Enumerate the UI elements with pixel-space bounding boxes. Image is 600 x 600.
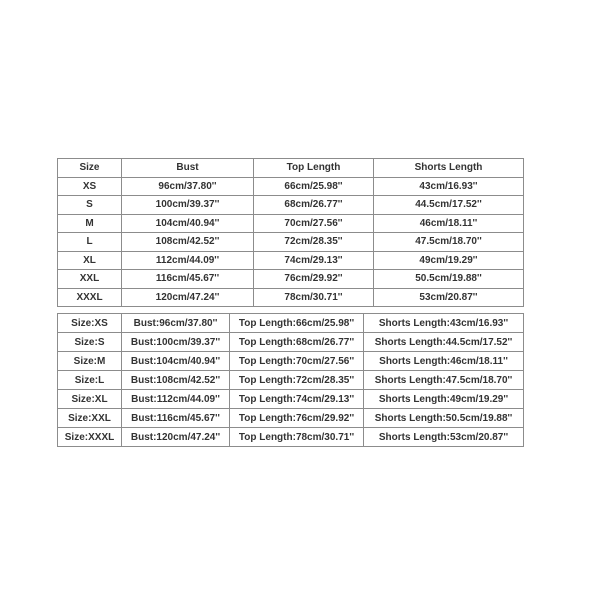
table-cell: 72cm/28.35'' — [254, 233, 374, 252]
table-cell: 116cm/45.67'' — [122, 270, 254, 289]
table-cell: Size:M — [58, 352, 122, 371]
table-cell: Size:XXXL — [58, 428, 122, 447]
table-cell: 68cm/26.77'' — [254, 196, 374, 215]
table-row — [58, 409, 524, 428]
table-cell: 112cm/44.09'' — [122, 251, 254, 270]
size-measurement-table — [57, 158, 524, 307]
table-row — [58, 371, 524, 390]
table-row — [58, 270, 524, 289]
col-header-bust: Bust — [122, 159, 254, 178]
table-row — [58, 177, 524, 196]
table-row — [58, 333, 524, 352]
col-header-shorts-length: Shorts Length — [374, 159, 524, 178]
table-cell: Bust:100cm/39.37'' — [122, 333, 230, 352]
table-cell: Top Length:68cm/26.77'' — [230, 333, 364, 352]
table-cell: Bust:116cm/45.67'' — [122, 409, 230, 428]
table-cell: Size:S — [58, 333, 122, 352]
table-cell: L — [58, 233, 122, 252]
table-cell: Top Length:78cm/30.71'' — [230, 428, 364, 447]
table-cell: Shorts Length:43cm/16.93'' — [364, 314, 524, 333]
col-header-top-length: Top Length — [254, 159, 374, 178]
table-cell: XS — [58, 177, 122, 196]
table-cell: 104cm/40.94'' — [122, 214, 254, 233]
table-cell: Size:XXL — [58, 409, 122, 428]
table-cell: Shorts Length:49cm/19.29'' — [364, 390, 524, 409]
table-row — [58, 251, 524, 270]
table-cell: Size:L — [58, 371, 122, 390]
table-cell: 74cm/29.13'' — [254, 251, 374, 270]
table-cell: Shorts Length:47.5cm/18.70'' — [364, 371, 524, 390]
table-cell: Size:XL — [58, 390, 122, 409]
table-cell: XXXL — [58, 288, 122, 307]
table-row — [58, 390, 524, 409]
table-row — [58, 352, 524, 371]
col-header-size: Size — [58, 159, 122, 178]
table-cell: 46cm/18.11'' — [374, 214, 524, 233]
table-row — [58, 428, 524, 447]
table-cell: 43cm/16.93'' — [374, 177, 524, 196]
table-header-row — [58, 159, 524, 178]
table-cell: Top Length:66cm/25.98'' — [230, 314, 364, 333]
table-cell: 108cm/42.52'' — [122, 233, 254, 252]
table-cell: Size:XS — [58, 314, 122, 333]
table-cell: 96cm/37.80'' — [122, 177, 254, 196]
table-row — [58, 233, 524, 252]
table-cell: Shorts Length:53cm/20.87'' — [364, 428, 524, 447]
table-cell: 50.5cm/19.88'' — [374, 270, 524, 289]
table-cell: S — [58, 196, 122, 215]
table-cell: Shorts Length:44.5cm/17.52'' — [364, 333, 524, 352]
table-cell: Shorts Length:46cm/18.11'' — [364, 352, 524, 371]
table-cell: XL — [58, 251, 122, 270]
table-cell: Shorts Length:50.5cm/19.88'' — [364, 409, 524, 428]
table-cell: 47.5cm/18.70'' — [374, 233, 524, 252]
table-cell: 49cm/19.29'' — [374, 251, 524, 270]
table-cell: 120cm/47.24'' — [122, 288, 254, 307]
table-cell: Top Length:74cm/29.13'' — [230, 390, 364, 409]
table-cell: 66cm/25.98'' — [254, 177, 374, 196]
table-cell: 70cm/27.56'' — [254, 214, 374, 233]
table-cell: Top Length:70cm/27.56'' — [230, 352, 364, 371]
table-row — [58, 196, 524, 215]
table-cell: Bust:112cm/44.09'' — [122, 390, 230, 409]
table-row — [58, 314, 524, 333]
table-cell: Bust:120cm/47.24'' — [122, 428, 230, 447]
table-cell: Top Length:76cm/29.92'' — [230, 409, 364, 428]
table-cell: Bust:104cm/40.94'' — [122, 352, 230, 371]
table-cell: 78cm/30.71'' — [254, 288, 374, 307]
table-cell: Top Length:72cm/28.35'' — [230, 371, 364, 390]
table-cell: 44.5cm/17.52'' — [374, 196, 524, 215]
table-cell: 100cm/39.37'' — [122, 196, 254, 215]
table-row — [58, 288, 524, 307]
table-cell: Bust:96cm/37.80'' — [122, 314, 230, 333]
table-cell: M — [58, 214, 122, 233]
table-cell: XXL — [58, 270, 122, 289]
table-cell: Bust:108cm/42.52'' — [122, 371, 230, 390]
table-cell: 76cm/29.92'' — [254, 270, 374, 289]
combined-size-table — [57, 313, 524, 447]
table-row — [58, 214, 524, 233]
table-cell: 53cm/20.87'' — [374, 288, 524, 307]
